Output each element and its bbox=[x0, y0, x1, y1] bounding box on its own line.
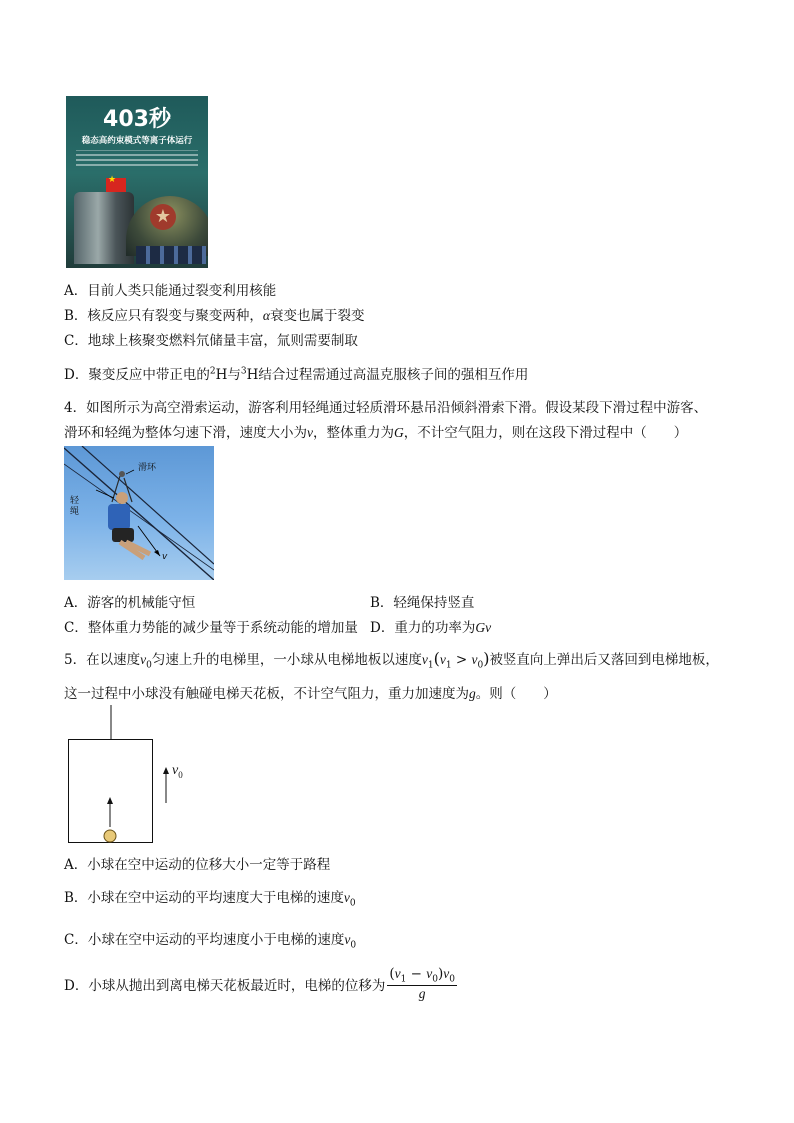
q5-option-c bbox=[64, 928, 356, 951]
alpha-symbol: α bbox=[262, 308, 271, 323]
star-emblem-icon: ★ bbox=[150, 204, 176, 230]
frac-v0-sub: 0 bbox=[432, 974, 438, 985]
frac-v1: v bbox=[394, 966, 401, 981]
cond-v0: v bbox=[471, 652, 478, 667]
ball-icon bbox=[104, 830, 116, 842]
q5-option-b bbox=[64, 886, 356, 909]
flag-icon bbox=[106, 178, 126, 192]
tritium-symbol: H bbox=[246, 367, 259, 383]
q4-option-b: B．轻绳保持竖直 bbox=[370, 595, 475, 611]
frac-g: g bbox=[418, 985, 426, 1001]
q4-stem-text-a: 滑环和轻绳为整体匀速下滑，速度大小为 bbox=[64, 425, 307, 441]
q3-option-d-tail: 结合过程需通过高温克服核子间的强相互作用 bbox=[258, 367, 529, 383]
q5-stem-text-e: 。则（ ） bbox=[475, 686, 557, 702]
frac-v0: v bbox=[426, 966, 433, 981]
q5-stem-line1 bbox=[64, 648, 719, 671]
diagram-v-subscript: 0 bbox=[178, 769, 183, 780]
v0-subscript: 0 bbox=[146, 660, 152, 671]
q4-option-a: A．游客的机械能守恒 bbox=[64, 595, 196, 611]
cond-greater: > bbox=[451, 652, 472, 668]
q4-option-d bbox=[370, 616, 491, 636]
q5-option-d-text: D．小球从抛出到离电梯天花板最近时，电梯的位移为 bbox=[64, 977, 386, 994]
paren-open: ( bbox=[433, 649, 440, 668]
label-ring: 滑环 bbox=[138, 463, 157, 473]
cond-v1: v bbox=[439, 652, 446, 667]
q5-stem-line2 bbox=[64, 682, 557, 702]
q5-stem-text-a: 5．在以速度 bbox=[64, 652, 141, 668]
label-velocity: v bbox=[162, 552, 168, 562]
v0-symbol: v bbox=[140, 652, 147, 667]
frac-v0-factor: v bbox=[443, 966, 450, 981]
q5-option-d bbox=[64, 966, 457, 1002]
frac-paren-close: ) bbox=[437, 966, 444, 982]
frac-minus: − bbox=[406, 966, 427, 982]
q4-stem-line1: 4．如图所示为高空滑索运动，游客利用轻绳通过轻质滑环悬吊沿倾斜滑索下滑。假设某段下滑过程中游客、 bbox=[64, 400, 708, 416]
v1-symbol: v bbox=[421, 652, 428, 667]
q5-option-c-text: C．小球在空中运动的平均速度小于电梯的速度 bbox=[64, 932, 345, 948]
q4-speed-symbol: v bbox=[307, 425, 313, 440]
ring-icon bbox=[119, 471, 125, 477]
poster-image bbox=[66, 96, 208, 268]
q4-option-d-text: D．重力的功率为 bbox=[370, 620, 476, 636]
displacement-fraction bbox=[387, 966, 457, 1002]
q4-stem-text-c: ，不计空气阻力，则在这段下滑过程中（ ） bbox=[403, 425, 688, 441]
tokamak-machine bbox=[74, 192, 134, 264]
elevator-car bbox=[69, 740, 153, 843]
arrow-head-icon bbox=[154, 550, 160, 556]
tritium-mass: 3 bbox=[240, 366, 247, 377]
rider-shorts bbox=[112, 528, 134, 542]
q3-option-d-and: 与 bbox=[227, 367, 241, 383]
arrow-head-icon bbox=[107, 797, 113, 804]
rider-body bbox=[108, 504, 130, 530]
fraction-numerator bbox=[387, 966, 457, 986]
q5-option-b-v0-sub: 0 bbox=[349, 898, 356, 909]
q3-option-a: A．目前人类只能通过裂变利用核能 bbox=[64, 283, 277, 299]
q5-option-c-v0-sub: 0 bbox=[350, 940, 357, 951]
gravity-symbol: g bbox=[469, 686, 476, 701]
q4-stem-text-b: ，整体重力为 bbox=[313, 425, 394, 441]
rider-head bbox=[116, 492, 128, 504]
label-pointer bbox=[126, 470, 134, 474]
q3-option-b-text: B．核反应只有裂变与聚变两种， bbox=[64, 308, 263, 324]
q5-stem-text-d: 这一过程中小球没有触碰电梯天花板，不计空气阻力，重力加速度为 bbox=[64, 686, 469, 702]
q5-option-a: A．小球在空中运动的位移大小一定等于路程 bbox=[64, 857, 331, 873]
q3-option-d bbox=[64, 363, 528, 383]
q3-option-b-tail: 衰变也属于裂变 bbox=[270, 308, 365, 324]
q5-option-c-v0: v bbox=[344, 932, 351, 947]
q5-stem-text-c: 被竖直向上弹出后又落回到电梯地板， bbox=[489, 652, 719, 668]
q3-option-d-text: D．聚变反应中带正电的 bbox=[64, 367, 210, 383]
label-rope: 轻绳 bbox=[70, 496, 80, 517]
fraction-denominator bbox=[387, 986, 457, 1002]
q4-option-c: C．整体重力势能的减少量等于系统动能的增加量 bbox=[64, 620, 358, 636]
deuterium-symbol: H bbox=[215, 367, 228, 383]
q4-option-d-formula: Gv bbox=[475, 620, 492, 635]
poster-subtitle: 稳态高约束模式等离子体运行 bbox=[81, 136, 193, 146]
q4-stem-line2 bbox=[64, 421, 687, 441]
q5-option-b-text: B．小球在空中运动的平均速度大于电梯的速度 bbox=[64, 890, 344, 906]
cond-v1-sub: 1 bbox=[445, 660, 452, 671]
diagram-v0-label bbox=[172, 763, 183, 780]
q4-weight-symbol: G bbox=[394, 425, 404, 440]
frac-v1-sub: 1 bbox=[400, 974, 407, 985]
paren-close: ) bbox=[483, 649, 490, 668]
zipline-photo bbox=[64, 446, 214, 580]
frac-paren-open: ( bbox=[389, 966, 395, 982]
frac-v0-factor-sub: 0 bbox=[449, 974, 455, 985]
elevator-diagram bbox=[64, 705, 194, 845]
q5-stem-text-b: 匀速上升的电梯里，一小球从电梯地板以速度 bbox=[151, 652, 422, 668]
q3-option-b bbox=[64, 304, 365, 324]
deuterium-mass: 2 bbox=[209, 366, 216, 377]
diagram-v-symbol: v bbox=[172, 763, 179, 778]
poster-title: 403秒 bbox=[103, 107, 171, 132]
v1-subscript: 1 bbox=[427, 660, 434, 671]
q5-option-b-v0: v bbox=[343, 890, 350, 905]
cond-v0-sub: 0 bbox=[477, 660, 484, 671]
control-screens bbox=[136, 246, 206, 264]
poster-fine-print bbox=[76, 150, 198, 167]
label-pointer bbox=[96, 490, 114, 498]
arrow-head-icon bbox=[163, 767, 169, 774]
q3-option-c: C．地球上核聚变燃料氘储量丰富，氚则需要制取 bbox=[64, 333, 358, 349]
